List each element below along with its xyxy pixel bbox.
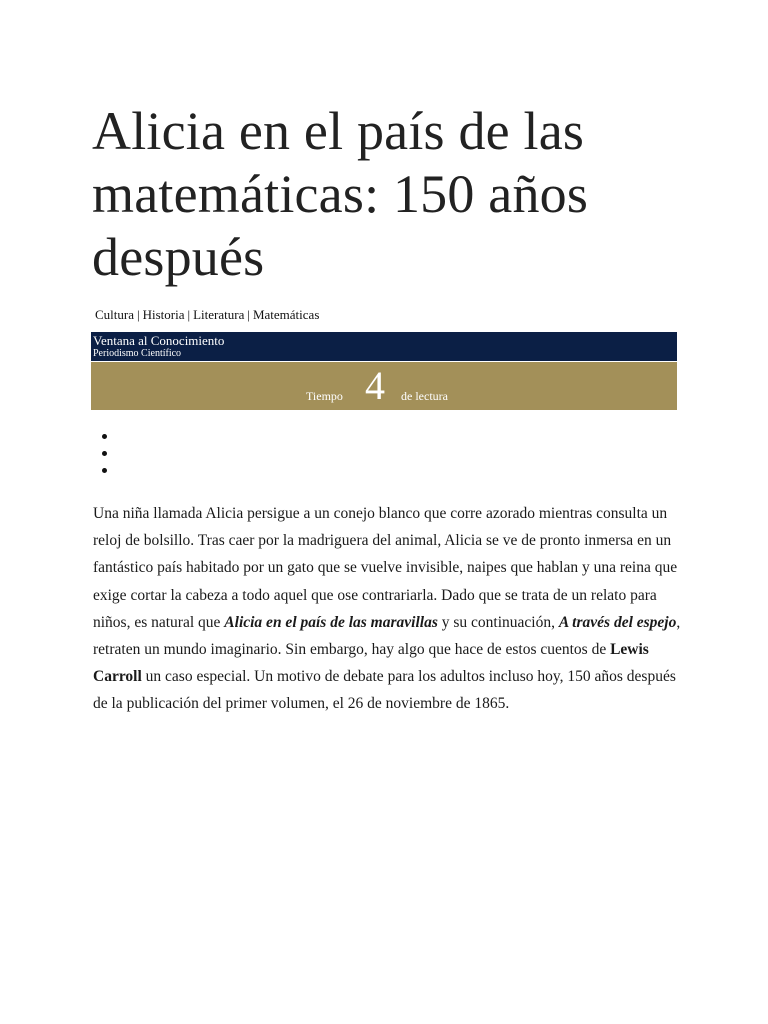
article-body xyxy=(93,500,683,718)
category-separator: | xyxy=(247,307,250,322)
body-text: Una niña llamada Alicia persigue a un conejo blanco que corre azorado mientras consulta un reloj de bolsillo. Tras caer por la madriguera del animal, Alicia se ve de pronto inmersa en un fantástico país habitado por un gato que se vuelve invisible, naipes que hablan y una reina que exige cortar la cabeza a todo aquel que ose contrariarla. Dado que se trata de un relato para niños, es natural que xyxy=(93,505,678,631)
publisher-banner xyxy=(91,332,677,361)
category-link-historia[interactable]: Historia xyxy=(142,307,185,322)
book-title-wonderland: Alicia en el país de las maravillas xyxy=(224,613,438,631)
category-link-literatura[interactable]: Literatura xyxy=(193,307,245,322)
body-text: y su continuación, xyxy=(437,613,559,631)
category-link-cultura[interactable]: Cultura xyxy=(95,307,134,322)
category-link-matematicas[interactable]: Matemáticas xyxy=(252,307,320,322)
page-title: Alicia en el país de las matemáticas: 150 años después xyxy=(92,101,589,287)
reading-time-unit: de lectura xyxy=(401,389,448,403)
category-separator: | xyxy=(137,307,140,322)
reading-time-bar xyxy=(91,362,677,410)
body-text: , retraten un mundo imaginario. Sin embargo, hay algo que hace de estos cuentos de xyxy=(93,613,681,659)
author-name: Lewis Carroll xyxy=(93,641,649,686)
publisher-subtitle: Periodismo Científico xyxy=(93,348,182,359)
reading-time-value: 4 xyxy=(365,363,385,408)
category-list xyxy=(95,307,319,323)
body-text: un caso especial. Un motivo de debate para los adultos incluso hoy, 150 años después de la publicación del primer volumen, el 26 de noviembre de 1865. xyxy=(93,668,676,713)
book-title-looking-glass: A través del espejo xyxy=(558,613,677,631)
publisher-name[interactable]: Ventana al Conocimiento xyxy=(93,333,225,348)
category-separator: | xyxy=(187,307,191,322)
reading-time-label: Tiempo xyxy=(306,389,343,403)
